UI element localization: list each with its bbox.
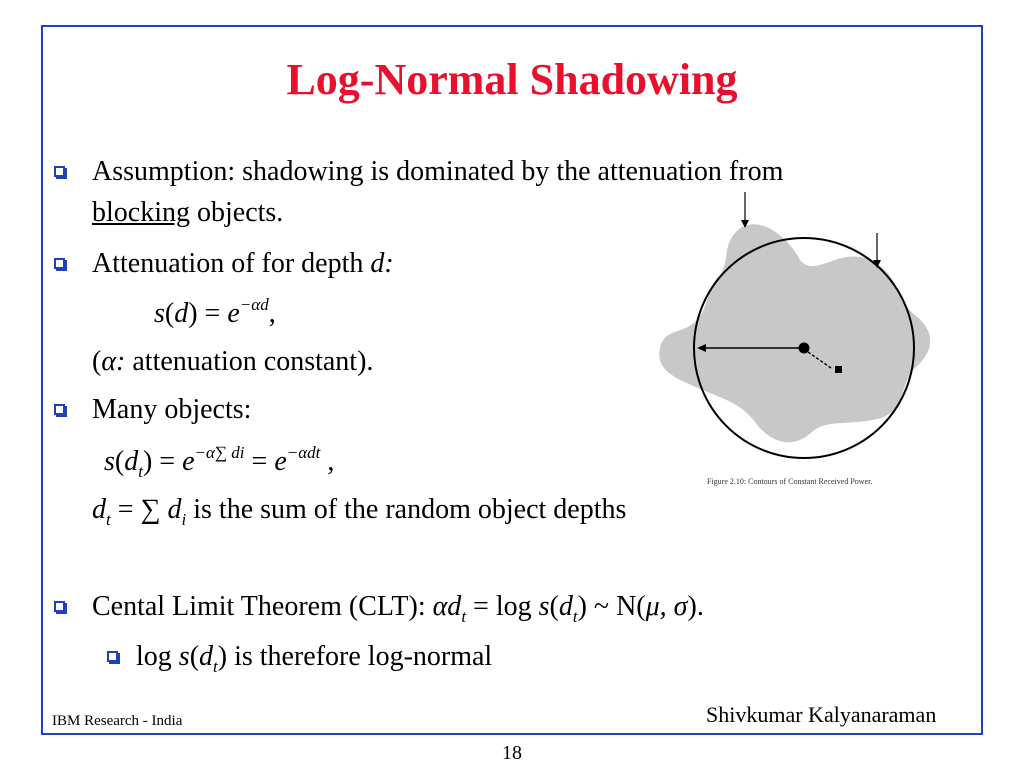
slide-title: Log-Normal Shadowing — [286, 55, 738, 104]
bullet-square-icon — [54, 166, 65, 177]
many-objects-line: Many objects: — [92, 394, 252, 425]
alpha-definition: (α: attenuation constant). — [92, 346, 374, 377]
many-objects-formula: $s(d_t) = e^{-\alpha\sum di} = e^{-\alpha dt}$ , — [104, 443, 335, 481]
blocking-word: blocking — [92, 197, 190, 228]
received-power-contour-figure — [650, 190, 950, 470]
assumption-line: Assumption: shadowing is dominated by the attenuation from — [92, 156, 784, 187]
footer-affiliation: IBM Research - India — [52, 713, 183, 729]
bullet-square-icon — [54, 404, 65, 415]
page-number: 18 — [502, 742, 522, 764]
clt-line: Cental Limit Theorem (CLT): $\alpha d_t = \log s(d_t)$ ~ N(μ, σ). — [92, 591, 704, 626]
bullet-square-icon — [54, 601, 65, 612]
attenuation-formula: $s(d) = e^{-\alpha d}$, — [154, 295, 276, 329]
footer-author: Shivkumar Kalyanaraman — [706, 702, 937, 727]
figure-caption: Figure 2.10: Contours of Constant Received Power. — [707, 477, 873, 486]
depth-sum-line: $d_t$ = ∑ $d_i$ is the sum of the random object depths — [92, 494, 627, 529]
assumption-line-cont: blocking objects. — [92, 197, 284, 228]
shadowing-blob — [659, 224, 930, 442]
log-normal-line: $\log s(d_t)$ is therefore log-normal — [136, 641, 493, 676]
transmitter-dot-icon — [799, 343, 810, 354]
attenuation-line: Attenuation of for depth d: — [92, 248, 394, 279]
sub-bullet-square-icon — [107, 651, 118, 662]
bullet-square-icon — [54, 258, 65, 269]
receiver-square-icon — [835, 366, 842, 373]
